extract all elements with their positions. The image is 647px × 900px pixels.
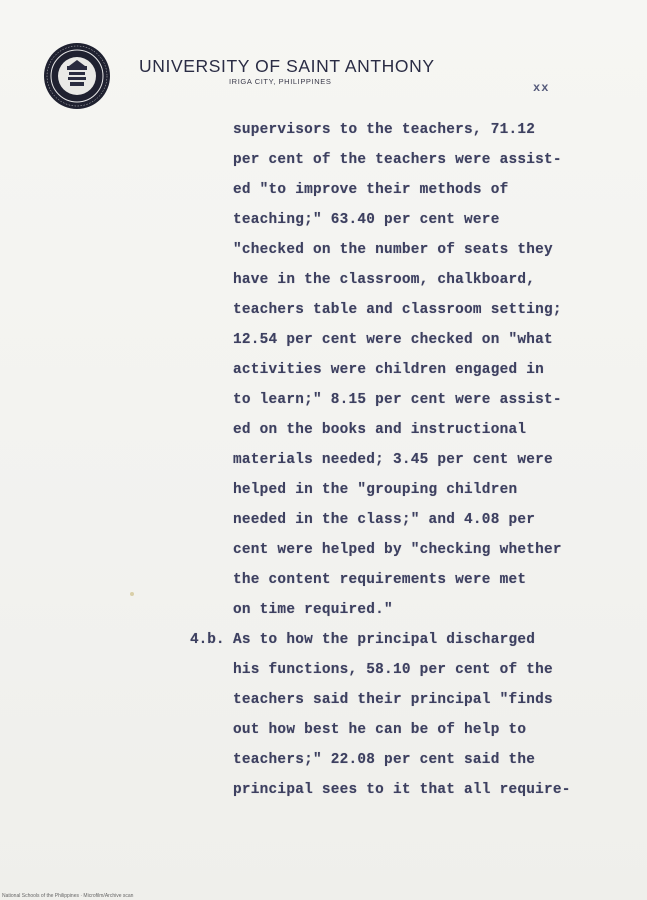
text-line: cent were helped by "checking whether: [233, 542, 562, 558]
university-seal-icon: [43, 42, 111, 110]
text-line: needed in the class;" and 4.08 per: [233, 512, 536, 528]
text-line: activities were children engaged in: [233, 362, 545, 378]
text-line: materials needed; 3.45 per cent were: [233, 452, 553, 468]
scan-footer: National Schools of the Philippines · Microfilm/Archive scan: [2, 893, 134, 899]
university-location: IRIGA CITY, PHILIPPINES: [229, 77, 332, 86]
university-name: UNIVERSITY OF SAINT ANTHONY: [139, 56, 435, 76]
item-text-line: his functions, 58.10 per cent of the: [233, 662, 553, 678]
item-text-line: principal sees to it that all require-: [233, 782, 571, 798]
item-text-line: teachers said their principal "finds: [233, 692, 553, 708]
text-line: on time required.": [233, 602, 393, 618]
text-line: supervisors to the teachers, 71.12: [233, 122, 536, 138]
text-line: teaching;" 63.40 per cent were: [233, 212, 500, 228]
item-text-line: teachers;" 22.08 per cent said the: [233, 752, 536, 768]
text-line: ed "to improve their methods of: [233, 182, 509, 198]
text-line: per cent of the teachers were assist-: [233, 152, 562, 168]
text-line: "checked on the number of seats they: [233, 242, 553, 258]
item-text-line: As to how the principal discharged: [233, 632, 536, 648]
text-line: 12.54 per cent were checked on "what: [233, 332, 553, 348]
text-line: ed on the books and instructional: [233, 422, 527, 438]
page-number: xx: [533, 81, 550, 95]
item-text-line: out how best he can be of help to: [233, 722, 527, 738]
item-label: 4.b.: [190, 632, 225, 648]
text-line: to learn;" 8.15 per cent were assist-: [233, 392, 562, 408]
text-line: have in the classroom, chalkboard,: [233, 272, 536, 288]
text-line: the content requirements were met: [233, 572, 527, 588]
text-line: teachers table and classroom setting;: [233, 302, 562, 318]
paper-speck: [130, 592, 134, 596]
text-line: helped in the "grouping children: [233, 482, 518, 498]
